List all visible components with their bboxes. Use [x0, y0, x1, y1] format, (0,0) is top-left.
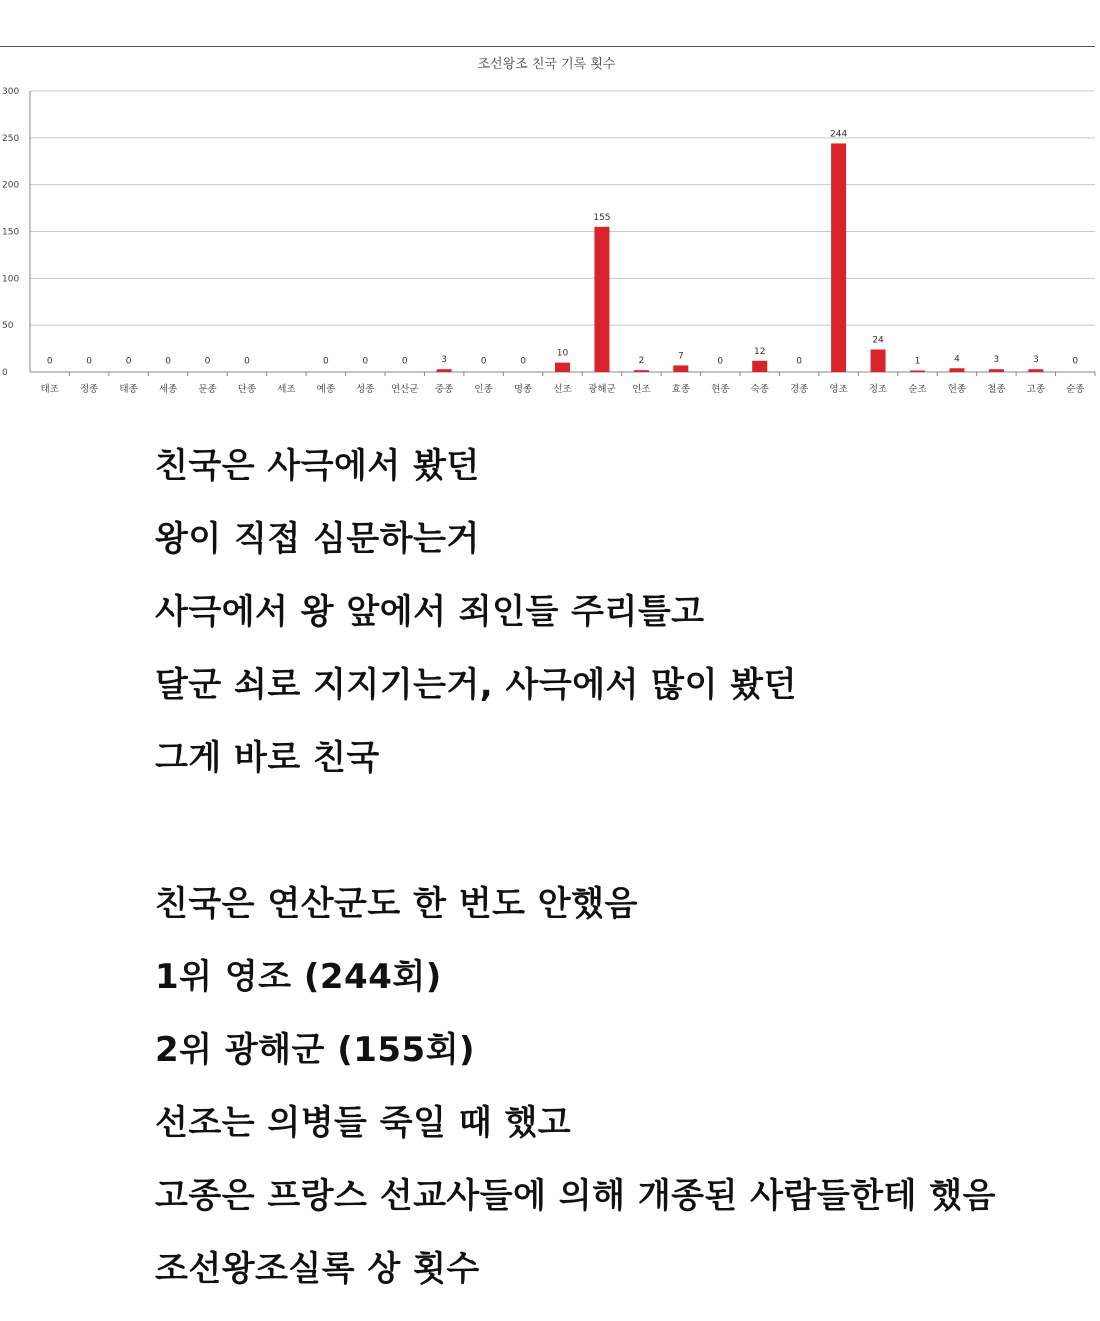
x-tick-label: 철종: [987, 384, 1006, 395]
data-label: 0: [480, 356, 487, 367]
bar: [437, 369, 452, 372]
bar-chart: [0, 47, 1100, 407]
bar: [1028, 369, 1043, 372]
x-tick-label: 세종: [158, 384, 178, 395]
data-label: 12: [753, 346, 766, 357]
chart-title: 조선왕조 친국 기록 횟수: [477, 57, 616, 72]
text-line: 친국은 연산군도 한 번도 안했음: [155, 884, 638, 924]
y-tick-label: 50: [2, 321, 14, 332]
text-line: 조선왕조실록 상 횟수: [155, 1249, 480, 1289]
text-line: 고종은 프랑스 선교사들에 의해 개종된 사람들한테 했음: [155, 1176, 996, 1216]
post-body: [155, 438, 1085, 1314]
text-line: 사극에서 왕 앞에서 죄인들 주리틀고: [155, 592, 705, 632]
y-tick-label: 250: [2, 133, 20, 144]
data-label: 155: [593, 212, 611, 223]
data-label: 0: [1072, 356, 1079, 367]
data-label: 0: [322, 356, 329, 367]
data-label: 0: [520, 356, 526, 367]
text-line: 왕이 직접 심문하는거: [155, 519, 480, 559]
bar: [594, 227, 609, 372]
data-label: 0: [401, 356, 408, 367]
data-label: 0: [796, 356, 803, 367]
y-tick-label: 300: [2, 87, 20, 97]
bar: [752, 361, 767, 372]
text-line: 그게 바로 친국: [155, 738, 380, 778]
x-tick-label: 연산군: [390, 384, 419, 395]
data-label: 0: [165, 356, 171, 367]
data-label: 0: [362, 356, 369, 367]
data-label: 4: [954, 354, 960, 365]
x-tick-label: 인조: [632, 384, 651, 395]
x-tick-label: 영조: [829, 384, 848, 395]
data-label: 0: [204, 356, 211, 367]
x-tick-label: 고종: [1026, 384, 1046, 395]
bar: [989, 369, 1004, 372]
data-label: 3: [1032, 355, 1039, 366]
text-line: 선조는 의병들 죽일 때 했고: [155, 1103, 572, 1143]
x-tick-label: 선조: [553, 384, 572, 395]
x-tick-label: 예종: [316, 384, 336, 395]
x-tick-label: 현종: [711, 384, 730, 395]
x-tick-label: 중종: [434, 384, 454, 395]
data-label: 0: [46, 356, 53, 367]
chart-svg: [0, 47, 1100, 407]
data-label: 0: [86, 356, 93, 367]
bar: [949, 368, 964, 372]
x-tick-label: 성종: [356, 384, 375, 395]
x-tick-label: 단종: [237, 384, 257, 395]
y-tick-label: 0: [2, 368, 8, 378]
y-tick-label: 200: [2, 180, 20, 191]
x-tick-label: 태종: [119, 384, 138, 395]
data-label: 0: [717, 356, 724, 367]
text-line: 1위 영조 (244회): [155, 957, 442, 997]
data-label: 2: [638, 356, 645, 367]
data-label: 1: [914, 356, 921, 367]
x-tick-label: 경종: [789, 384, 809, 395]
bar: [555, 363, 570, 372]
data-label: 0: [244, 356, 250, 367]
x-tick-label: 명종: [513, 384, 533, 395]
x-tick-label: 문종: [198, 384, 217, 395]
text-line: 2위 광해군 (155회): [155, 1030, 476, 1070]
data-label: 10: [556, 348, 569, 359]
text-line: 달군 쇠로 지지기는거, 사극에서 많이 봤던: [155, 665, 797, 705]
data-label: 7: [677, 351, 684, 362]
y-tick-label: 150: [2, 227, 20, 238]
bar: [831, 143, 846, 372]
blank-line: [155, 803, 1085, 876]
text-line: 친국은 사극에서 봤던: [155, 446, 480, 486]
bar: [910, 371, 925, 373]
x-tick-label: 광해군: [588, 384, 616, 395]
x-tick-label: 순종: [1066, 384, 1085, 395]
x-tick-label: 효종: [671, 384, 691, 395]
bar: [634, 370, 649, 372]
data-label: 3: [441, 355, 448, 366]
x-tick-label: 숙종: [750, 384, 769, 395]
data-label: 3: [993, 355, 1000, 366]
data-label: 24: [872, 335, 884, 346]
x-tick-label: 세조: [277, 384, 296, 395]
x-tick-label: 인종: [474, 384, 493, 395]
data-label: 0: [125, 356, 132, 367]
x-tick-label: 태조: [40, 384, 59, 395]
x-tick-label: 헌종: [947, 384, 967, 395]
y-tick-label: 100: [2, 274, 20, 285]
x-tick-label: 정종: [79, 384, 99, 395]
x-tick-label: 정조: [868, 384, 888, 395]
x-tick-label: 순조: [908, 384, 927, 395]
bar: [871, 350, 886, 372]
data-label: 244: [830, 129, 848, 140]
bar: [673, 365, 688, 372]
